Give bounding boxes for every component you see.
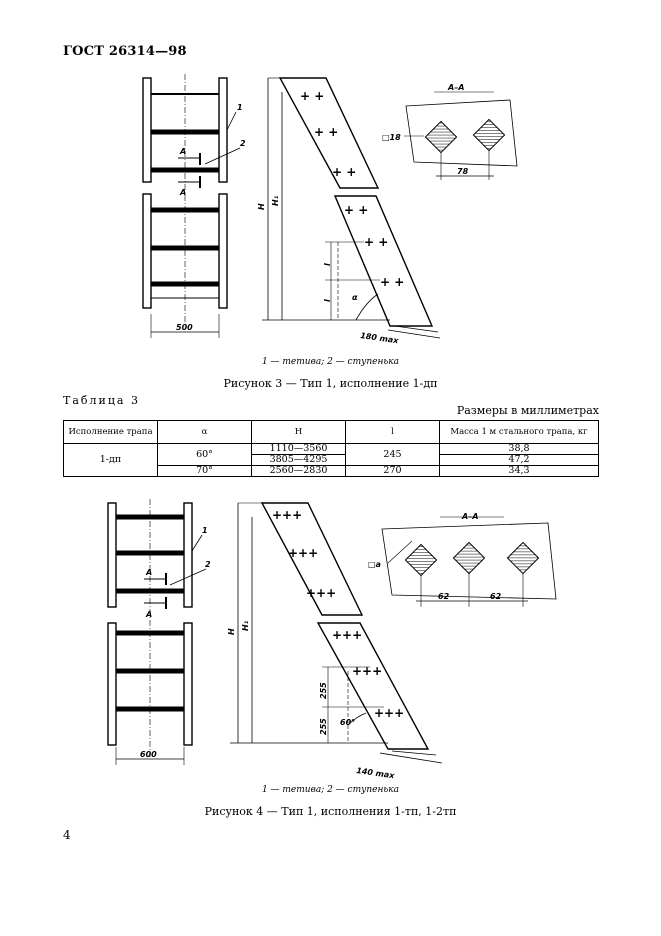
square-mark: □18: [382, 133, 401, 142]
base-dimension: 180 max: [359, 331, 399, 346]
callout-stringer: 1: [202, 526, 208, 535]
svg-text:+ +: + +: [314, 125, 339, 139]
table-header-row: [64, 421, 599, 444]
mass-cell: 38,8: [440, 444, 599, 455]
figure-3-legend: 1 — тетива; 2 — ступенька: [261, 357, 400, 367]
svg-text:+ +: + +: [344, 203, 369, 217]
pitch-dimension: 78: [457, 167, 469, 176]
cut-mark-bottom: А: [146, 610, 153, 619]
alpha-cell: 70°: [158, 466, 252, 477]
figure-3-drawing: [0, 70, 661, 360]
column-header: Исполнение трапа: [64, 421, 158, 444]
height-cell: 1110—3560: [252, 444, 346, 455]
column-header: H: [252, 421, 346, 444]
l-cell: 245: [346, 444, 440, 466]
column-header: Масса 1 м стального трапа, кг: [440, 421, 599, 444]
alpha-cell: 60°: [158, 444, 252, 466]
dimension-h: H: [257, 203, 266, 210]
page-number: 4: [63, 828, 71, 842]
callout-stringer: 1: [237, 103, 243, 112]
figure-4-drawing: [0, 495, 661, 785]
column-header: α: [158, 421, 252, 444]
rivet-marks: [300, 89, 404, 289]
dimension-h: H: [227, 628, 236, 635]
svg-text:+++: +++: [332, 628, 363, 642]
table-units: Размеры в миллиметрах: [456, 404, 599, 417]
document-id: ГОСТ 26314—98: [63, 44, 187, 59]
angle-alpha: α: [352, 293, 358, 302]
svg-text:+++: +++: [272, 508, 303, 522]
width-dimension: 600: [140, 750, 157, 759]
figure-4-caption: Рисунок 4 — Тип 1, исполнения 1-тп, 1-2тп: [204, 805, 457, 818]
width-dimension: 500: [176, 323, 193, 332]
figure-4-legend: 1 — тетива; 2 — ступенька: [261, 785, 400, 795]
l-cell: 270: [346, 466, 440, 477]
svg-text:+ +: + +: [332, 165, 357, 179]
cut-mark-bottom: А: [180, 188, 187, 197]
svg-text:+ +: + +: [300, 89, 325, 103]
rivet-marks: [272, 508, 404, 720]
cut-mark-top: А: [180, 147, 187, 156]
table-label: Таблица 3: [63, 394, 140, 407]
mass-cell: 47,2: [440, 455, 599, 466]
svg-text:+ +: + +: [380, 275, 405, 289]
svg-text:+ +: + +: [364, 235, 389, 249]
dimension-h1: H₁: [271, 195, 280, 206]
mass-cell: 34,3: [440, 466, 599, 477]
height-cell: 2560—2830: [252, 466, 346, 477]
variant-cell: 1-дп: [64, 444, 158, 477]
svg-text:+++: +++: [374, 706, 405, 720]
svg-text:+++: +++: [352, 664, 383, 678]
square-mark: □a: [368, 560, 381, 569]
figure-3-caption: Рисунок 3 — Тип 1, исполнение 1-дп: [223, 377, 438, 390]
step-dimension-upper: 255: [319, 682, 328, 699]
svg-text:+++: +++: [306, 586, 337, 600]
pitch-dimension-2: 62: [490, 592, 502, 601]
pitch-dimension-1: 62: [438, 592, 450, 601]
table-row: [64, 444, 599, 455]
callout-rung: 2: [240, 139, 246, 148]
column-header: l: [346, 421, 440, 444]
specification-table: [63, 420, 599, 477]
svg-text:+++: +++: [288, 546, 319, 560]
height-cell: 3805—4295: [252, 455, 346, 466]
callout-rung: 2: [205, 560, 211, 569]
ladder-front-view: [108, 499, 206, 765]
section-label: А–А: [462, 512, 479, 521]
dimension-l-upper: l: [323, 263, 332, 266]
dimension-h1: H₁: [241, 620, 250, 631]
dimension-l-lower: l: [323, 299, 332, 302]
base-dimension: 140 max: [355, 766, 395, 781]
section-a-a: [382, 517, 556, 607]
section-label: А–А: [448, 83, 465, 92]
step-dimension-lower: 255: [319, 718, 328, 735]
angle-dimension: 60°: [340, 718, 356, 727]
ladder-front-view: [143, 74, 240, 338]
cut-mark-top: А: [146, 568, 153, 577]
